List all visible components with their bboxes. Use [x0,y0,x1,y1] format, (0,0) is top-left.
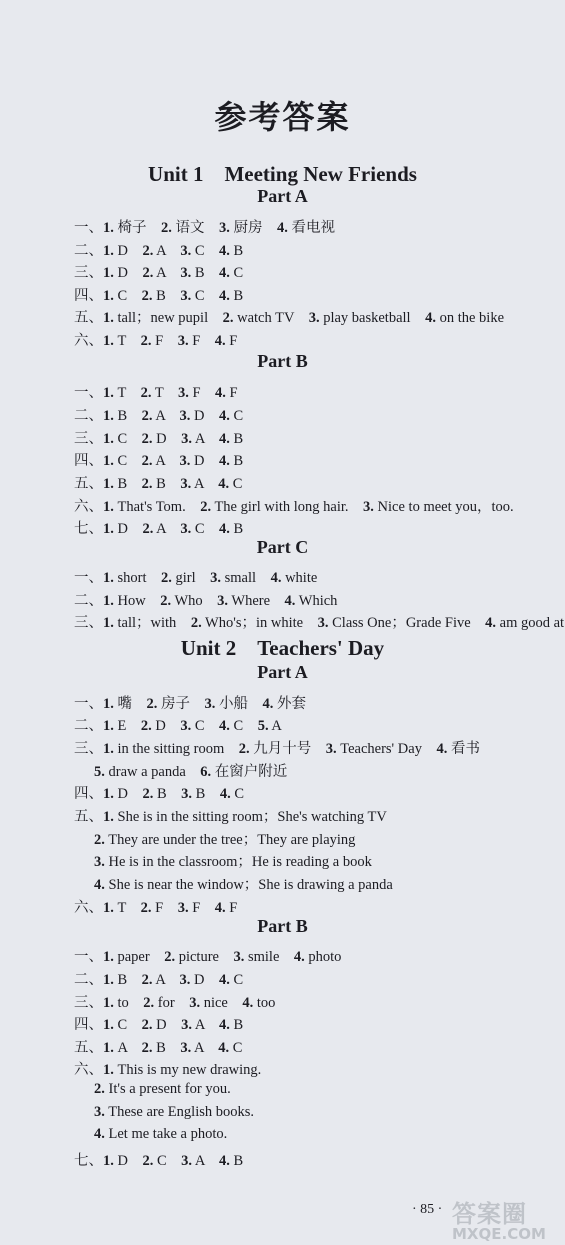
answer-line: 二、1. B 2. A 3. D 4. C [74,972,244,988]
answer-line: 三、1. in the sitting room 2. 九月十号 3. Teachers' Day 4. 看书 [74,741,480,757]
answer-line: 一、1. 嘴 2. 房子 3. 小船 4. 外套 [74,696,306,712]
answer-line: 2. It's a present for you. [94,1081,231,1097]
answer-line: 2. They are under the tree；They are playing [94,832,356,848]
answer-line: 五、1. B 2. B 3. A 4. C [74,476,243,492]
answer-line: 三、1. tall；with 2. Who's；in white 3. Class One；Grade Five 4. am good at [74,615,565,631]
part-heading: Part C [256,537,309,557]
answer-line: 五、1. She is in the sitting room；She's watching TV [74,809,387,825]
answer-line: 三、1. to 2. for 3. nice 4. too [74,995,276,1011]
answer-line: 一、1. T 2. T 3. F 4. F [74,385,238,401]
answer-line: 六、1. That's Tom. 2. The girl with long hair. 3. Nice to meet you，too. [74,499,514,515]
unit-heading: Unit 1 Meeting New Friends [148,162,417,186]
answer-line: 5. draw a panda 6. 在窗户附近 [94,764,288,780]
answer-line: 六、1. T 2. F 3. F 4. F [74,900,238,916]
watermark-logo [452,1194,562,1243]
answer-line: 二、1. How 2. Who 3. Where 4. Which [74,593,338,609]
answer-line: 四、1. C 2. D 3. A 4. B [74,1017,244,1033]
answer-line: 4. She is near the window；She is drawing a panda [94,877,393,893]
answer-line: 六、1. This is my new drawing. [74,1062,262,1078]
answer-line: 七、1. D 2. C 3. A 4. B [74,1153,244,1169]
part-heading: Part B [257,916,308,936]
answer-line: 六、1. T 2. F 3. F 4. F [74,333,238,349]
answer-line: 4. Let me take a photo. [94,1126,228,1142]
watermark-domain: MXQE.COM [452,1225,546,1243]
part-heading: Part B [257,351,308,371]
answer-line: 3. These are English books. [94,1104,255,1120]
answer-line: 3. He is in the classroom；He is reading a book [94,854,372,870]
answer-line: 五、1. tall；new pupil 2. watch TV 3. play basketball 4. on the bike [74,310,505,326]
answer-line: 三、1. D 2. A 3. B 4. C [74,265,244,281]
answer-line: 一、1. short 2. girl 3. small 4. white [74,570,318,586]
answer-line: 一、1. 椅子 2. 语文 3. 厨房 4. 看电视 [74,220,335,236]
answer-line: 四、1. C 2. B 3. C 4. B [74,288,244,304]
answer-line: 三、1. C 2. D 3. A 4. B [74,431,244,447]
answer-line: 四、1. D 2. B 3. B 4. C [74,786,244,802]
watermark-text: 答案圈 [452,1200,527,1228]
unit-heading: Unit 2 Teachers' Day [180,636,385,660]
answer-line: 五、1. A 2. B 3. A 4. C [74,1040,243,1056]
part-heading: Part A [257,662,308,682]
answer-line: 二、1. B 2. A 3. D 4. C [74,408,244,424]
answer-line: 二、1. D 2. A 3. C 4. B [74,243,244,259]
page-title: 参考答案 [214,98,351,136]
page-number: · 85 · [412,1202,443,1217]
answer-line: 四、1. C 2. A 3. D 4. B [74,453,244,469]
answer-line: 七、1. D 2. A 3. C 4. B [74,521,244,537]
answer-line: 二、1. E 2. D 3. C 4. C 5. A [74,718,282,734]
answer-line: 一、1. paper 2. picture 3. smile 4. photo [74,949,342,965]
part-heading: Part A [257,186,308,206]
